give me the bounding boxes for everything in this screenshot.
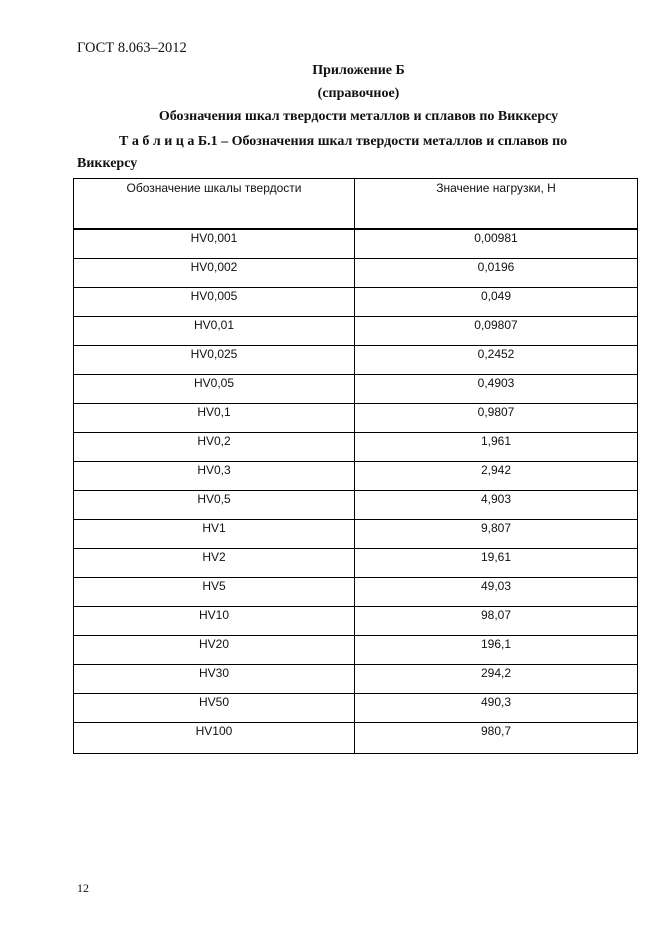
appendix-type: (справочное)	[317, 86, 400, 101]
load-value-cell: 19,61	[355, 549, 638, 578]
page-number: 12	[77, 881, 89, 895]
table-row	[74, 665, 638, 694]
load-value-cell: 0,09807	[355, 317, 638, 346]
scale-designation-cell: HV1	[74, 520, 355, 549]
scale-designation-cell: HV0,001	[74, 229, 355, 259]
load-value-cell: 490,3	[355, 694, 638, 723]
load-value-cell: 294,2	[355, 665, 638, 694]
scale-designation-cell: HV20	[74, 636, 355, 665]
table-header-row	[74, 179, 638, 230]
scale-designation-cell: HV0,005	[74, 288, 355, 317]
table-row	[74, 723, 638, 754]
table-row	[74, 694, 638, 723]
table-row	[74, 636, 638, 665]
load-value-cell: 4,903	[355, 491, 638, 520]
scale-designation-cell: HV30	[74, 665, 355, 694]
scale-designation-cell: HV0,2	[74, 433, 355, 462]
table-row	[74, 404, 638, 433]
load-value-cell: 0,0196	[355, 259, 638, 288]
table-row	[74, 229, 638, 259]
load-value-cell: 2,942	[355, 462, 638, 491]
scale-designation-cell: HV50	[74, 694, 355, 723]
table-row	[74, 259, 638, 288]
load-value-cell: 49,03	[355, 578, 638, 607]
load-value-cell: 0,2452	[355, 346, 638, 375]
load-value-cell: 0,00981	[355, 229, 638, 259]
load-value-cell: 0,9807	[355, 404, 638, 433]
column-header-scale: Обозначение шкалы твердости	[74, 179, 355, 230]
appendix-title: Приложение Б	[312, 63, 405, 78]
load-value-cell: 1,961	[355, 433, 638, 462]
load-value-cell: 9,807	[355, 520, 638, 549]
table-row	[74, 433, 638, 462]
table-row	[74, 288, 638, 317]
table-row	[74, 549, 638, 578]
table-row	[74, 346, 638, 375]
hardness-scale-table	[73, 178, 638, 754]
table-caption: Т а б л и ц а Б.1 – Обозначения шкал твердости металлов и сплавов по Виккерсу	[77, 134, 568, 171]
load-value-cell: 0,4903	[355, 375, 638, 404]
scale-designation-cell: HV0,002	[74, 259, 355, 288]
scale-designation-cell: HV0,01	[74, 317, 355, 346]
scale-designation-cell: HV2	[74, 549, 355, 578]
scale-designation-cell: HV0,3	[74, 462, 355, 491]
table-row	[74, 375, 638, 404]
scale-designation-cell: HV100	[74, 723, 355, 754]
scale-designation-cell: HV0,1	[74, 404, 355, 433]
table-row	[74, 462, 638, 491]
table-row	[74, 491, 638, 520]
scale-designation-cell: HV0,5	[74, 491, 355, 520]
table-row	[74, 578, 638, 607]
table-body	[74, 229, 638, 754]
table-row	[74, 520, 638, 549]
load-value-cell: 0,049	[355, 288, 638, 317]
load-value-cell: 196,1	[355, 636, 638, 665]
annex-heading: Обозначения шкал твердости металлов и сплавов по Виккерсу	[158, 109, 559, 124]
scale-designation-cell: HV0,05	[74, 375, 355, 404]
table-row	[74, 607, 638, 636]
load-value-cell: 98,07	[355, 607, 638, 636]
load-value-cell: 980,7	[355, 723, 638, 754]
scale-designation-cell: HV5	[74, 578, 355, 607]
scale-designation-cell: HV10	[74, 607, 355, 636]
scale-designation-cell: HV0,025	[74, 346, 355, 375]
column-header-load: Значение нагрузки, Н	[355, 179, 638, 230]
document-code: ГОСТ 8.063–2012	[77, 40, 187, 56]
table-row	[74, 317, 638, 346]
